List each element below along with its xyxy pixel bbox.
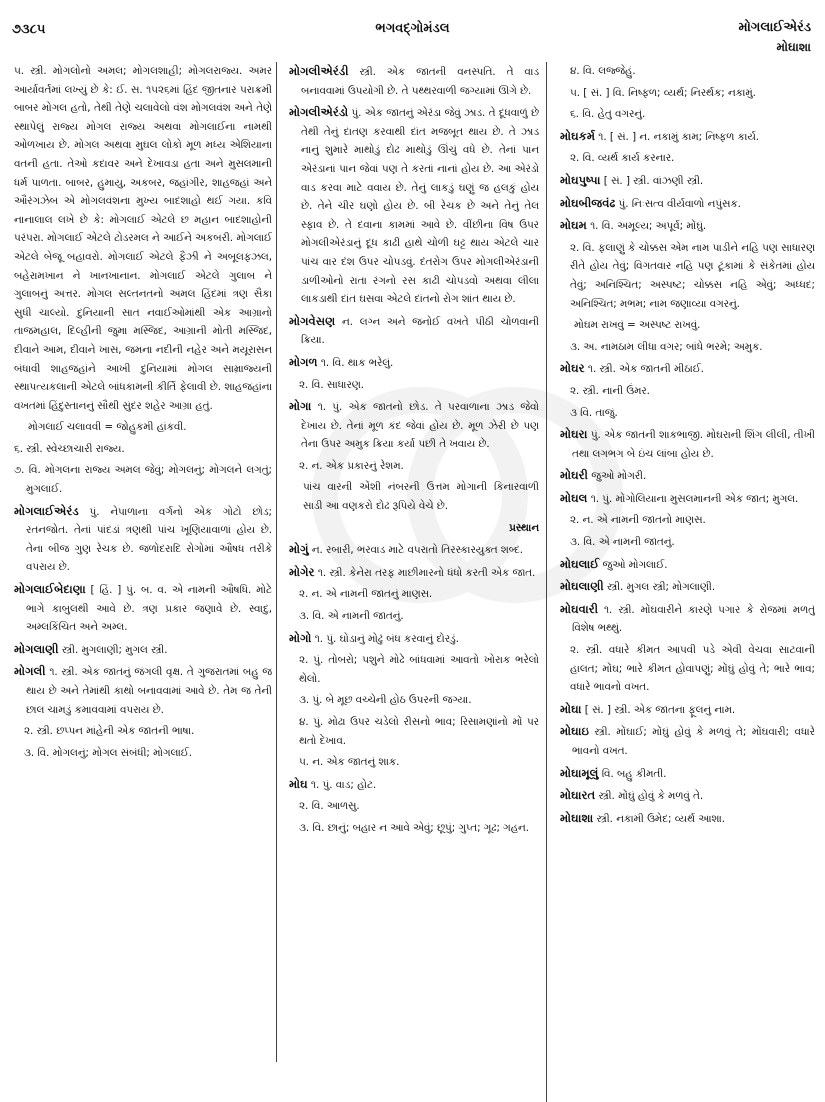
headword: મોગલીએરંડી <box>289 64 349 78</box>
definition: ન. લગ્ન અને જનોઈ વખતે પીઠી ચોળવાની ક્રિયા. <box>301 315 539 347</box>
dictionary-entry <box>560 171 815 191</box>
page-header <box>0 0 825 62</box>
sense-text: ૨. ન. એ નામની જાતનો માણસ. <box>570 514 706 527</box>
headword: મોગવેસણ <box>289 313 336 328</box>
definition: પું. નેપાળાના વર્ગનો એક ગોટો છોડ; રતનજોત. તેનાં પાંદડાં ત્રણથી પાંચ ખૂણિયાવાળાં હોય છે. તેના બીજ ગુણ રેચક છે. જળોદરાદિ રોગોમાં ઔષધ તરીકે વપરાય છે. <box>26 505 272 574</box>
column-1 <box>14 62 272 1092</box>
sense-text: ૩. વિ. એ નામની જાતનું. <box>299 610 404 623</box>
dictionary-entry <box>560 764 815 784</box>
definition: [ સં. ] સ્ત્રી. વાંઝણી સ્ત્રી. <box>600 174 704 187</box>
sense-text: ૨. વિ. ફલાણું કે ચોક્કસ એમ નામ પાડીને નહિ પણ સાધારણ રીતે હોય તેવું; વિગતવાર નહિ પણ ટૂંકામાં કે સંકેતમાં હોય તેવું; અનિશ્ચિત; અસ્પષ્ટ; ચોક્કસ નહિ એવું; અધ્ધદ; અનિશ્ચિત; મભમ; નામ જણાવ્યા વગરનું. <box>570 241 815 310</box>
definition: સ્ત્રી. મુગલ સ્ત્રી; મોગલાણી. <box>603 581 716 594</box>
dictionary-entry <box>560 700 815 720</box>
sense-text: ૩. વિ. છાનું; બહાર ન આવે એવું; છૂપું; ગુપ્ત; ગૂઢ; ગહન. <box>299 821 529 834</box>
dictionary-entry <box>289 62 539 100</box>
definition: ૧. પું. ઘોડાનું મોઢું બંધ કરવાનું દોરડું. <box>311 632 459 645</box>
dictionary-entry <box>289 103 539 309</box>
column-2 <box>289 62 539 1092</box>
headword: મોગા <box>289 399 312 414</box>
definition: ૧. વિ. થાક ભરેલું. <box>317 356 394 369</box>
headword: મોઘામૂલું <box>560 765 599 780</box>
sense-text: ૨. સ્ત્રી. છપ્પન માંહેની એક જાતની ભાષા. <box>24 725 195 738</box>
dictionary-entry <box>560 809 815 829</box>
dictionary-entry <box>560 555 815 575</box>
definition: વિ. બહુ કીમતી. <box>598 767 667 780</box>
dictionary-entry <box>560 359 815 379</box>
sense-text: ૨. ન. એ નામની જાતનું માણસ. <box>299 588 433 601</box>
headword: મોગેર <box>289 564 315 579</box>
sense-text: ૩. વિ. મોગલનું; મોગલ સંબંધી; મોગલાઈ. <box>24 746 193 759</box>
dictionary-entry <box>289 629 539 649</box>
dictionary-entry <box>560 489 815 509</box>
sense-text: ૩. અ. નામઠામ લીધા વગર; બાંધે ભરમે; અમુક. <box>570 340 763 353</box>
definition: ૧. વિ. અમૂલ્ય; અપૂર્વ; મોંઘું. <box>586 220 707 233</box>
headword: મોઘરી <box>560 468 588 483</box>
sense-text: ૫. ન. એક જાતનું શાક. <box>299 756 400 769</box>
headword: મોઘાઇ <box>560 724 589 739</box>
book-title: ભગવદ્ગોમંડલ <box>375 21 450 36</box>
quotation-source: પ્રસ્થાન <box>509 521 539 534</box>
headword: મોગલાઈબેદાણા <box>14 582 86 597</box>
definition: જુઓ મોગરી. <box>587 470 647 483</box>
headword: મોગો <box>289 630 312 645</box>
definition: [ હિં. ] પું. બ. વ. એ નામની ઔષધિ. મોટે ભાગે કાબુલથી આવે છે. ત્રણ પ્રકાર જણાવે છે. સ્વાદુ, અમ્લકિંચિત અને અમ્લ. <box>26 584 272 634</box>
definition: સ્ત્રી. મોંઘાઈ; મોંઘું હોવું કે મળવું તે; મોંઘવારી; વધારે ભાવનો વખત. <box>572 726 815 757</box>
idiom: મોગલાઈ ચલાવવી = જોહુકમી હાંકવી. <box>28 421 187 434</box>
headword: મોઘર <box>560 361 585 376</box>
definition: પું. નિઃસત્વ વીર્યવાળો નપુંસક. <box>615 197 741 210</box>
page-number: ૭૩૮૫ <box>12 22 46 37</box>
sense-text: ૨. ન. એક પ્રકારનું રેશમ. <box>299 459 404 472</box>
definition: ૧. સ્ત્રી. એક જાતનું જંગલી વૃક્ષ. તે ગુજરાતમાં બહુ જ થાય છે અને તેમાંથી કાથો બનાવવામાં આવે છે. તેમ જ તેની છાલ ચામડું કમાવવામાં વપરાય છે. <box>26 666 272 716</box>
dictionary-entry <box>14 662 272 719</box>
definition: ન. રબારી, ભરવાડ માટે વપરાતો તિરસ્કારયુક્ત શબ્દ. <box>308 544 524 557</box>
definition: ૧. પું. વાડ; હોટ. <box>307 778 377 791</box>
guide-word-first: મોગલાઈએરંડ <box>738 20 811 35</box>
sense-text: ૪. પું. મોઢા ઉપર ચડેલો રીસનો ભાવ; રિસામણાંનો મોં પર થતો દેખાવ. <box>299 716 539 747</box>
dictionary-entry <box>560 216 815 236</box>
headword: મોગળ <box>289 354 318 369</box>
definition: ૧. સ્ત્રી. મોંઘવારીને કારણે પગાર કે રોજમાં મળતું વિશેષ ભથ્થું. <box>572 603 815 635</box>
sense-text: ૨. સ્ત્રી. નાની ઉંમર. <box>570 384 650 397</box>
dictionary-entry <box>560 127 815 147</box>
definition: ૧. સ્ત્રી. એક જાતની મીઠાઈ. <box>584 363 704 376</box>
dictionary-entry <box>14 502 272 577</box>
guide-word-last: મોઘાશા <box>776 40 811 54</box>
sense-text: ૨. વિ. વ્યર્થ કાર્ય કરનાર. <box>570 152 675 165</box>
dictionary-entry <box>560 786 815 806</box>
quotation: પાંચ વારની એંશી નંબરની ઉત્તમ મોગાની કિનારવાળી સાડી આ વણકરો દોઢ રૂપિયે વેચે છે. <box>303 481 539 513</box>
column-divider <box>546 62 547 1102</box>
definition: પું. એક જાતનું એરંડા જેવું ઝાડ. તે દૂધવાળું છે તેથી તેનું દાતણ કરવાથી દાંત મજબૂત થાય છે. તે ઝાડ નાનું શુમારે માથોડું દોઢ માથોડું ઊંચું વધે છે. તેનાં પાન એરંડાનાં પાન જેવાં પણ તે કરતાં નાનાં હોય છે. આ એરંડો વાડ કરવા માટે વવાય છે. તેનું લાકડું ઘણું જ હલકું હોય છે. તેને ચીર ઘણો હોય છે. બી રેચક છે અને તેનું તેલ સ્ફાવ છે. તે દવાના કામમાં આવે છે. વીંછીના વિષ ઉપર મોગલીએરંડાનું દૂધ કાઢી હાથે ચોળી ઘટ્ટ થાય એટલે ચાર પાંચ વાર દંશ ઉપર ચોપડવું. દંતરોગ ઉપર મોગલીએરંડાની ડાળીઓનો રાતા રંગનો રસ કાઢી ચોપડવો અથવા લીલા લાકડાથી દાંત ઘસવા એટલે દાંતનો રોગ શાંત થાય છે. <box>301 107 539 306</box>
definition: ૧. પું. એક જાતનો છોડ. તે પરવાળાના ઝાડ જેવો દેખાય છે. તેનાં મૂળ કંદ જેવાં હોય છે. મૂળ ઝેરી છે પણ તેના ઉપર અમુક ક્રિયા કર્યા પછી તે ખવાય છે. <box>301 401 539 451</box>
dictionary-entry <box>289 563 539 583</box>
headword: મોઘકર્મ <box>560 128 596 143</box>
definition: ૧. સ્ત્રી. કેનેરા તરફ માછીમારનો ધંધો કરતી એક જાત. <box>314 566 536 579</box>
sense-text: ૬. વિ. હેતુ વગરનું. <box>570 108 646 121</box>
definition: [ સં. ] સ્ત્રી. એક જાતના ફૂલનું નામ. <box>581 703 736 716</box>
dictionary-entry <box>560 577 815 597</box>
dictionary-entry <box>560 425 815 463</box>
definition: જુઓ મોગલાઈ. <box>599 558 668 571</box>
sense-text: ૪. વિ. લજ્જેહું. <box>570 65 636 77</box>
headword: મોઘલાણી <box>560 579 604 594</box>
dictionary-entry <box>560 194 815 214</box>
definition: સ્ત્રી. મુગલાણી; મુગલ સ્ત્રી. <box>58 643 168 656</box>
definition: સ્ત્રી. નકામી ઉમેદ; વ્યર્થ આશા. <box>593 812 726 825</box>
headword: મોઘ <box>289 776 308 791</box>
sense-text: ૫. [ સં. ] વિ. નિષ્ફળ; વ્યર્થ; નિરર્થક; નકામું. <box>570 86 756 99</box>
dictionary-entry <box>289 397 539 454</box>
dictionary-entry <box>560 722 815 760</box>
dictionary-entry <box>14 580 272 637</box>
dictionary-entry <box>289 353 539 373</box>
headword: મોગલીએરંડો <box>289 105 349 120</box>
definition: સ્ત્રી. મોંઘું હોવું કે મળવું તે. <box>595 790 704 803</box>
headword: મોઘલાઈ <box>560 556 600 571</box>
definition: પું. એક જાતની શાકભાજી. મોઘરાની શિંગ લીલી, તીખી તથા લગભગ બે ઇંચ લાંબા હોય છે. <box>572 429 815 460</box>
headword: મોઘવારી <box>560 601 599 616</box>
sense-text: ૨. પું. તોબરો; પશુને મોઢે બાંધવામાં આવતો ખોરાક ભરેલો થેલો. <box>299 654 539 685</box>
dictionary-entry <box>14 640 272 660</box>
column-divider <box>276 62 277 1062</box>
headword: મોઘા <box>560 701 582 716</box>
idiom: મોઘમ રાખવું = અસ્પષ્ટ રાખવું. <box>574 319 701 332</box>
headword: મોઘમ <box>560 218 587 233</box>
headword: મોગલાઈએરંડ <box>14 503 79 518</box>
sense-text: ૩. વિ. એ નામની જાતનું. <box>570 536 675 549</box>
dictionary-entry <box>289 775 539 795</box>
column-3 <box>560 62 815 1092</box>
definition: ૧. [ સં. ] ન. નકામું કામ; નિષ્ફળ કાર્ય. <box>595 130 760 143</box>
sense-text: ૩ વિ. તાજું. <box>570 406 618 419</box>
headword: મોઘબીજવંઢ <box>560 195 616 210</box>
sense-text: ૫. સ્ત્રી. મોગલોનો અમલ; મોગલશાહી; મોગલરાજ્ય. અમર આર્યાવર્તમાં લખ્યું છે કે: ઈ. સ. ૧૫૨૬માં હિંદ જીતનાર પરાક્રમી બાબર મોગલ હતો, તેથી તેણે ચલાવેલો વંશ મોગલવંશ અને તેણે સ્થાપેલું રાજ્ય મોગલ રાજ્ય અથવા મોગલાઈના નામથી ઓળખાય છે. મોગલ અથવા મુઘલ લોકો મૂળ મધ્ય એશિયાના વતની હતા. તેઓ કદાવર અને દેખાવડા હતા અને મુસલમાની ધર્મ પાળતા. બાબર, હુમાયુ, અકબર, જહાંગીર, શાહજહાં અને ઔરંગઝેબ એ મોગલવંશના મુખ્ય બાદશાહો થઈ ગયા. કવિ નાનાલાલ લખે છે કે: મોગલાઈ એટલે છ મહાન બાદશાહોની પરંપરા. મોગલાઈ એટલે ટોડરમલ ને આઈને અકબરી. મોગલાઈ એટલે બેજૂ બહાવરો. મોગલાઈ એટલે ફૈઝી ને અબૂલફઝલ, બહેરામખાન ને ખાનખાનાન. મોગલાઈ એટલે ગુલાબ ને ગુલાબનું અત્તર. મોગલ સલ્તનતનો અમલ હિંદમાં ત્રણ સૈકા સુધી ચાલ્યો. દુનિયાની સાત નવાઈઓમાંથી એક આગ્રાનો તાજમહાલ, દિલ્હીની જુમા મસ્જિદ, આગ્રાની મોતી મસ્જિદ, દીવાને આમ, દીવાને ખાસ, જમના નદીની નહેર અને મયૂરાસન બંધાવી શાહજહાંને આખી દુનિયામાં મોગલ સામ્રાજ્યની સ્થાપત્યકલાની એટલે બાંધકામની કીર્તિ ફેલાવી છે. શાહજહાંના વખતમાં હિંદુસ્તાનનું સૌથી સુંદર શહેર આગ્રા હતું. <box>14 65 272 412</box>
sense-text: ૨. વિ. સાધારણ. <box>299 378 365 391</box>
sense-text: ૨. સ્ત્રી. વધારે કીમત આપવી પડે એવી વેચવા સાટવાની હાલત; મોંઘ; ભારે કીમત હોવાપણું; મોંઘું હોવું તે; ભારે ભાવ; વધારે ભાવનો વખત. <box>570 644 815 694</box>
headword: મોગલી <box>14 664 46 679</box>
sense-text: ૬. સ્ત્રી. સ્વેચ્છાચારી રાજ્ય. <box>14 442 125 455</box>
sense-text: ૩. પું. બે મૂછ વચ્ચેની હોઠ ઉપરની જગ્યા. <box>299 694 472 707</box>
dictionary-entry <box>289 540 539 560</box>
headword: મોઘાશા <box>560 810 594 825</box>
definition: ૧. પું. મોંગોલિયાના મુસલમાનની એક જાત; મુગલ. <box>587 492 799 505</box>
sense-text: ૨. વિ. આળસુ. <box>299 800 360 813</box>
dictionary-entry <box>289 312 539 350</box>
headword: મોઘપુષ્પા <box>560 172 601 187</box>
sense-text: ૭. વિ. મોગલના રાજ્ય અમલ જેવું; મોગલનું; મોગલને લગતું; મુગલાઈ. <box>14 464 272 496</box>
definition: સ્ત્રી. એક જાતની વનસ્પતિ. તે વાડ બનાવવામાં ઉપયોગી છે. તે પથ્થરવાળી જગ્યામાં ઊગે છે. <box>301 66 539 97</box>
headword: મોઘરા <box>560 427 588 442</box>
headword: મોગલાણી <box>14 641 59 656</box>
headword: મોગું <box>289 542 309 557</box>
dictionary-entry <box>560 466 815 486</box>
headword: મોઘારત <box>560 788 596 803</box>
dictionary-entry <box>560 600 815 638</box>
headword: મોઘલ <box>560 490 588 505</box>
